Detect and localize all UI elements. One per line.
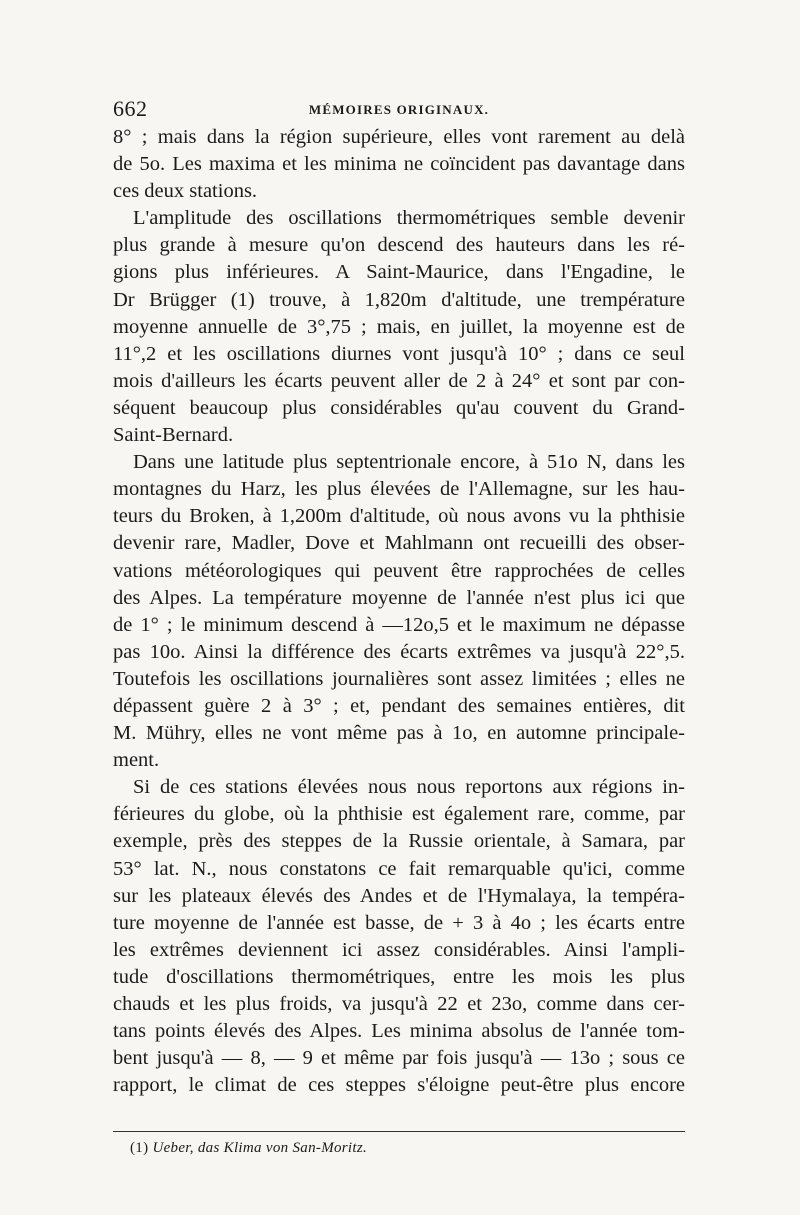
footnote-divider: [113, 1131, 685, 1132]
text-line: férieures du globe, où la phthisie est également rare, comme, par: [113, 803, 685, 826]
text-line: ces deux stations.: [113, 180, 258, 203]
text-line: bent jusqu'à — 8, — 9 et même par fois jusqu'à — 13o ; sous ce: [113, 1047, 685, 1070]
text-line: tans points élevés des Alpes. Les minima absolus de l'année tom-: [113, 1020, 685, 1043]
text-line: Toutefois les oscillations journalières sont assez limitées ; elles ne: [113, 667, 685, 690]
text-line: teurs du Broken, à 1,200m d'altitude, où nous avons vu la phthisie: [113, 505, 685, 528]
page-header: [113, 96, 685, 126]
text-line: les extrêmes deviennent ici assez considérables. Ainsi l'ampli-: [113, 938, 685, 961]
body-text: [113, 124, 685, 1099]
text-line: pas 10o. Ainsi la différence des écarts extrêmes va jusqu'à 22°,5.: [113, 640, 685, 663]
text-line: sur les plateaux élevés des Andes et de l'Hymalaya, la tempéra-: [113, 884, 685, 907]
text-line: ture moyenne de l'année est basse, de + 3 à 4o ; les écarts entre: [113, 911, 685, 934]
text-line: Dr Brügger (1) trouve, à 1,820m d'altitude, une trempérature: [113, 288, 685, 311]
text-line: gions plus inférieures. A Saint-Maurice, dans l'Engadine, le: [113, 261, 685, 284]
footnote-text: Ueber, das Klima von San-Moritz.: [152, 1140, 368, 1156]
running-head: MÉMOIRES ORIGINAUX.: [308, 102, 490, 117]
text-line: L'amplitude des oscillations thermométriques semble devenir: [133, 207, 685, 230]
footnote-marker: (1): [130, 1140, 149, 1156]
text-line: 11°,2 et les oscillations diurnes vont jusqu'à 10° ; dans ce seul: [113, 342, 685, 365]
text-line: exemple, près des steppes de la Russie orientale, à Samara, par: [113, 830, 685, 853]
text-line: des Alpes. La température moyenne de l'année n'est plus ici que: [113, 586, 685, 609]
text-line: chauds et les plus froids, va jusqu'à 22 et 23o, comme dans cer-: [113, 993, 685, 1015]
text-line: plus grande à mesure qu'on descend des hauteurs dans les ré-: [113, 234, 685, 257]
text-line: Saint-Bernard.: [113, 424, 234, 447]
text-line: M. Mühry, elles ne vont même pas à 1o, en automne principale-: [113, 722, 685, 745]
footnote: [130, 1140, 367, 1157]
text-line: devenir rare, Madler, Dove et Mahlmann ont recueilli des obser-: [113, 532, 685, 555]
text-line: rapport, le climat de ces steppes s'éloigne peut-être plus encore: [113, 1074, 685, 1097]
text-line: Dans une latitude plus septentrionale encore, à 51o N, dans les: [133, 451, 685, 474]
page-number: 662: [113, 96, 148, 121]
text-line: de 1° ; le minimum descend à —12o,5 et le maximum ne dépasse: [113, 613, 685, 636]
text-line: tude d'oscillations thermométriques, entre les mois les plus: [113, 965, 685, 988]
text-line: vations météorologiques qui peuvent être rapprochées de celles: [113, 559, 685, 582]
text-line: dépassent guère 2 à 3° ; et, pendant des semaines entières, dit: [113, 694, 685, 717]
text-line: 8° ; mais dans la région supérieure, elles vont rarement au delà: [113, 126, 685, 148]
text-line: 53° lat. N., nous constatons ce fait remarquable qu'ici, comme: [113, 857, 685, 880]
text-line: de 5o. Les maxima et les minima ne coïncident pas davantage dans: [113, 153, 685, 176]
text-line: Si de ces stations élevées nous nous reportons aux régions in-: [133, 776, 685, 799]
text-line: montagnes du Harz, les plus élevées de l'Allemagne, sur les hau-: [113, 478, 685, 501]
text-line: moyenne annuelle de 3°,75 ; mais, en juillet, la moyenne est de: [113, 315, 685, 338]
text-line: mois d'ailleurs les écarts peuvent aller de 2 à 24° et sont par con-: [113, 369, 685, 392]
text-line: ment.: [113, 749, 160, 772]
text-line: séquent beaucoup plus considérables qu'au couvent du Grand-: [113, 396, 685, 419]
